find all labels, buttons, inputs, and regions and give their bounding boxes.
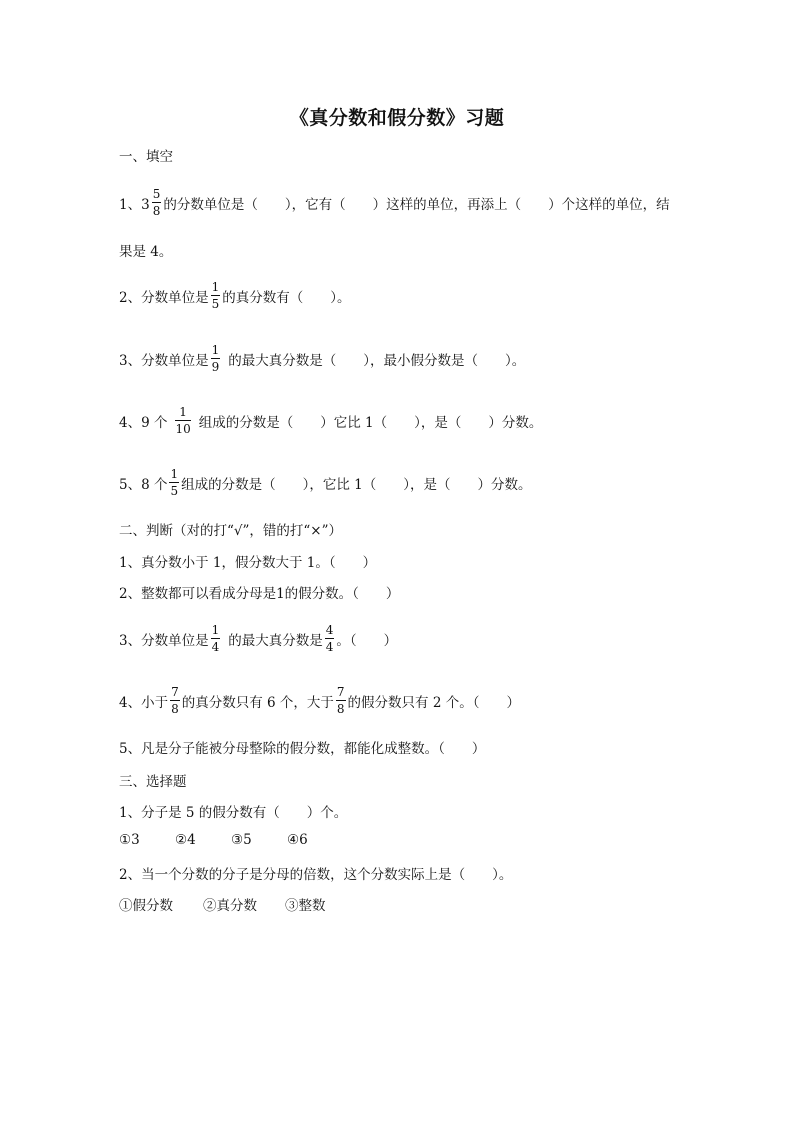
question-text: 4、小于 (119, 694, 169, 711)
page-title: 《真分数和假分数》习题 (289, 107, 505, 129)
fraction-denominator: 5 (211, 297, 220, 311)
fraction (211, 281, 221, 310)
question-text: 。（ ） (336, 632, 398, 649)
fraction-denominator: 9 (211, 360, 220, 374)
judge-question-2: 2、整数都可以看成分母是1的假分数。（ ） (119, 586, 400, 602)
fill-question-1 (119, 188, 670, 217)
section-heading-fill: 一、填空 (119, 149, 173, 165)
fill-question-4 (119, 406, 542, 435)
option: ①3 (119, 832, 140, 848)
section-heading-judge: 二、判断（对的打“√”，错的打“×”） (119, 523, 343, 539)
question-text: 的真分数只有 6 个，大于 (181, 694, 334, 711)
choice-question-1: 1、分子是 5 的假分数有（ ）个。 (119, 805, 348, 821)
option: ①假分数 (119, 898, 173, 914)
fraction (175, 406, 190, 435)
fraction (211, 344, 221, 373)
question-text: 的假分数只有 2 个。（ ） (347, 694, 520, 711)
fraction-denominator: 5 (170, 484, 179, 498)
question-text: 3、分数单位是 (119, 632, 209, 649)
choice-question-2: 2、当一个分数的分子是分母的倍数，这个分数实际上是（ ）。 (119, 867, 513, 883)
fraction (169, 468, 179, 497)
option: ④6 (287, 832, 308, 848)
fraction-numerator: 1 (211, 623, 220, 637)
judge-question-1: 1、真分数小于 1，假分数大于 1。（ ） (119, 555, 377, 571)
fraction-denominator: 8 (152, 204, 161, 218)
fraction (170, 686, 180, 715)
question-text: 1、3 (119, 196, 150, 213)
fraction-numerator: 1 (211, 280, 220, 294)
choice-question-1-options (119, 832, 308, 848)
fraction (152, 188, 162, 217)
judge-question-3 (119, 624, 397, 653)
judge-question-5: 5、凡是分子能被分母整除的假分数，都能化成整数。（ ） (119, 741, 486, 757)
question-text: 5、8 个 (119, 476, 168, 493)
fill-question-2 (119, 281, 350, 310)
fraction-numerator: 5 (152, 187, 161, 201)
question-text: 2、分数单位是 (119, 289, 209, 306)
question-text: 4、9 个 (119, 414, 168, 431)
fraction-numerator: 1 (170, 467, 179, 481)
question-text: 的真分数有（ ）。 (222, 289, 351, 306)
question-text: 组成的分数是（ ）它比 1（ ），是（ ）分数。 (198, 414, 543, 431)
fraction (325, 624, 335, 653)
question-text: 的最大真分数是 (228, 632, 323, 649)
fraction-numerator: 1 (179, 405, 187, 419)
fraction-denominator: 8 (171, 702, 179, 716)
fraction-denominator: 4 (325, 640, 334, 654)
fraction-denominator: 10 (175, 422, 191, 436)
fill-question-3 (119, 344, 525, 373)
section-heading-choice: 三、选择题 (119, 774, 187, 790)
fill-question-1-continued: 果是 4。 (119, 244, 173, 260)
fraction-numerator: 1 (211, 343, 220, 357)
question-text: 的最大真分数是（ ），最小假分数是（ ）。 (228, 352, 526, 369)
fraction (336, 686, 346, 715)
fraction-denominator: 4 (211, 640, 220, 654)
fraction-denominator: 8 (336, 702, 345, 716)
judge-question-4 (119, 686, 520, 715)
option: ②4 (175, 832, 196, 848)
option: ②真分数 (203, 898, 257, 914)
fraction-numerator: 4 (325, 623, 334, 637)
question-text: 的分数单位是（ ），它有（ ）这样的单位，再添上（ ）个这样的单位，结 (163, 196, 670, 213)
fraction-numerator: 7 (336, 685, 345, 699)
option: ③5 (231, 832, 252, 848)
question-text: 3、分数单位是 (119, 352, 209, 369)
fraction-numerator: 7 (171, 685, 179, 699)
fraction (211, 624, 221, 653)
choice-question-2-options (119, 894, 326, 914)
option: ③整数 (285, 898, 326, 914)
fill-question-5 (119, 468, 532, 497)
question-text: 组成的分数是（ ），它比 1（ ），是（ ）分数。 (181, 476, 532, 493)
